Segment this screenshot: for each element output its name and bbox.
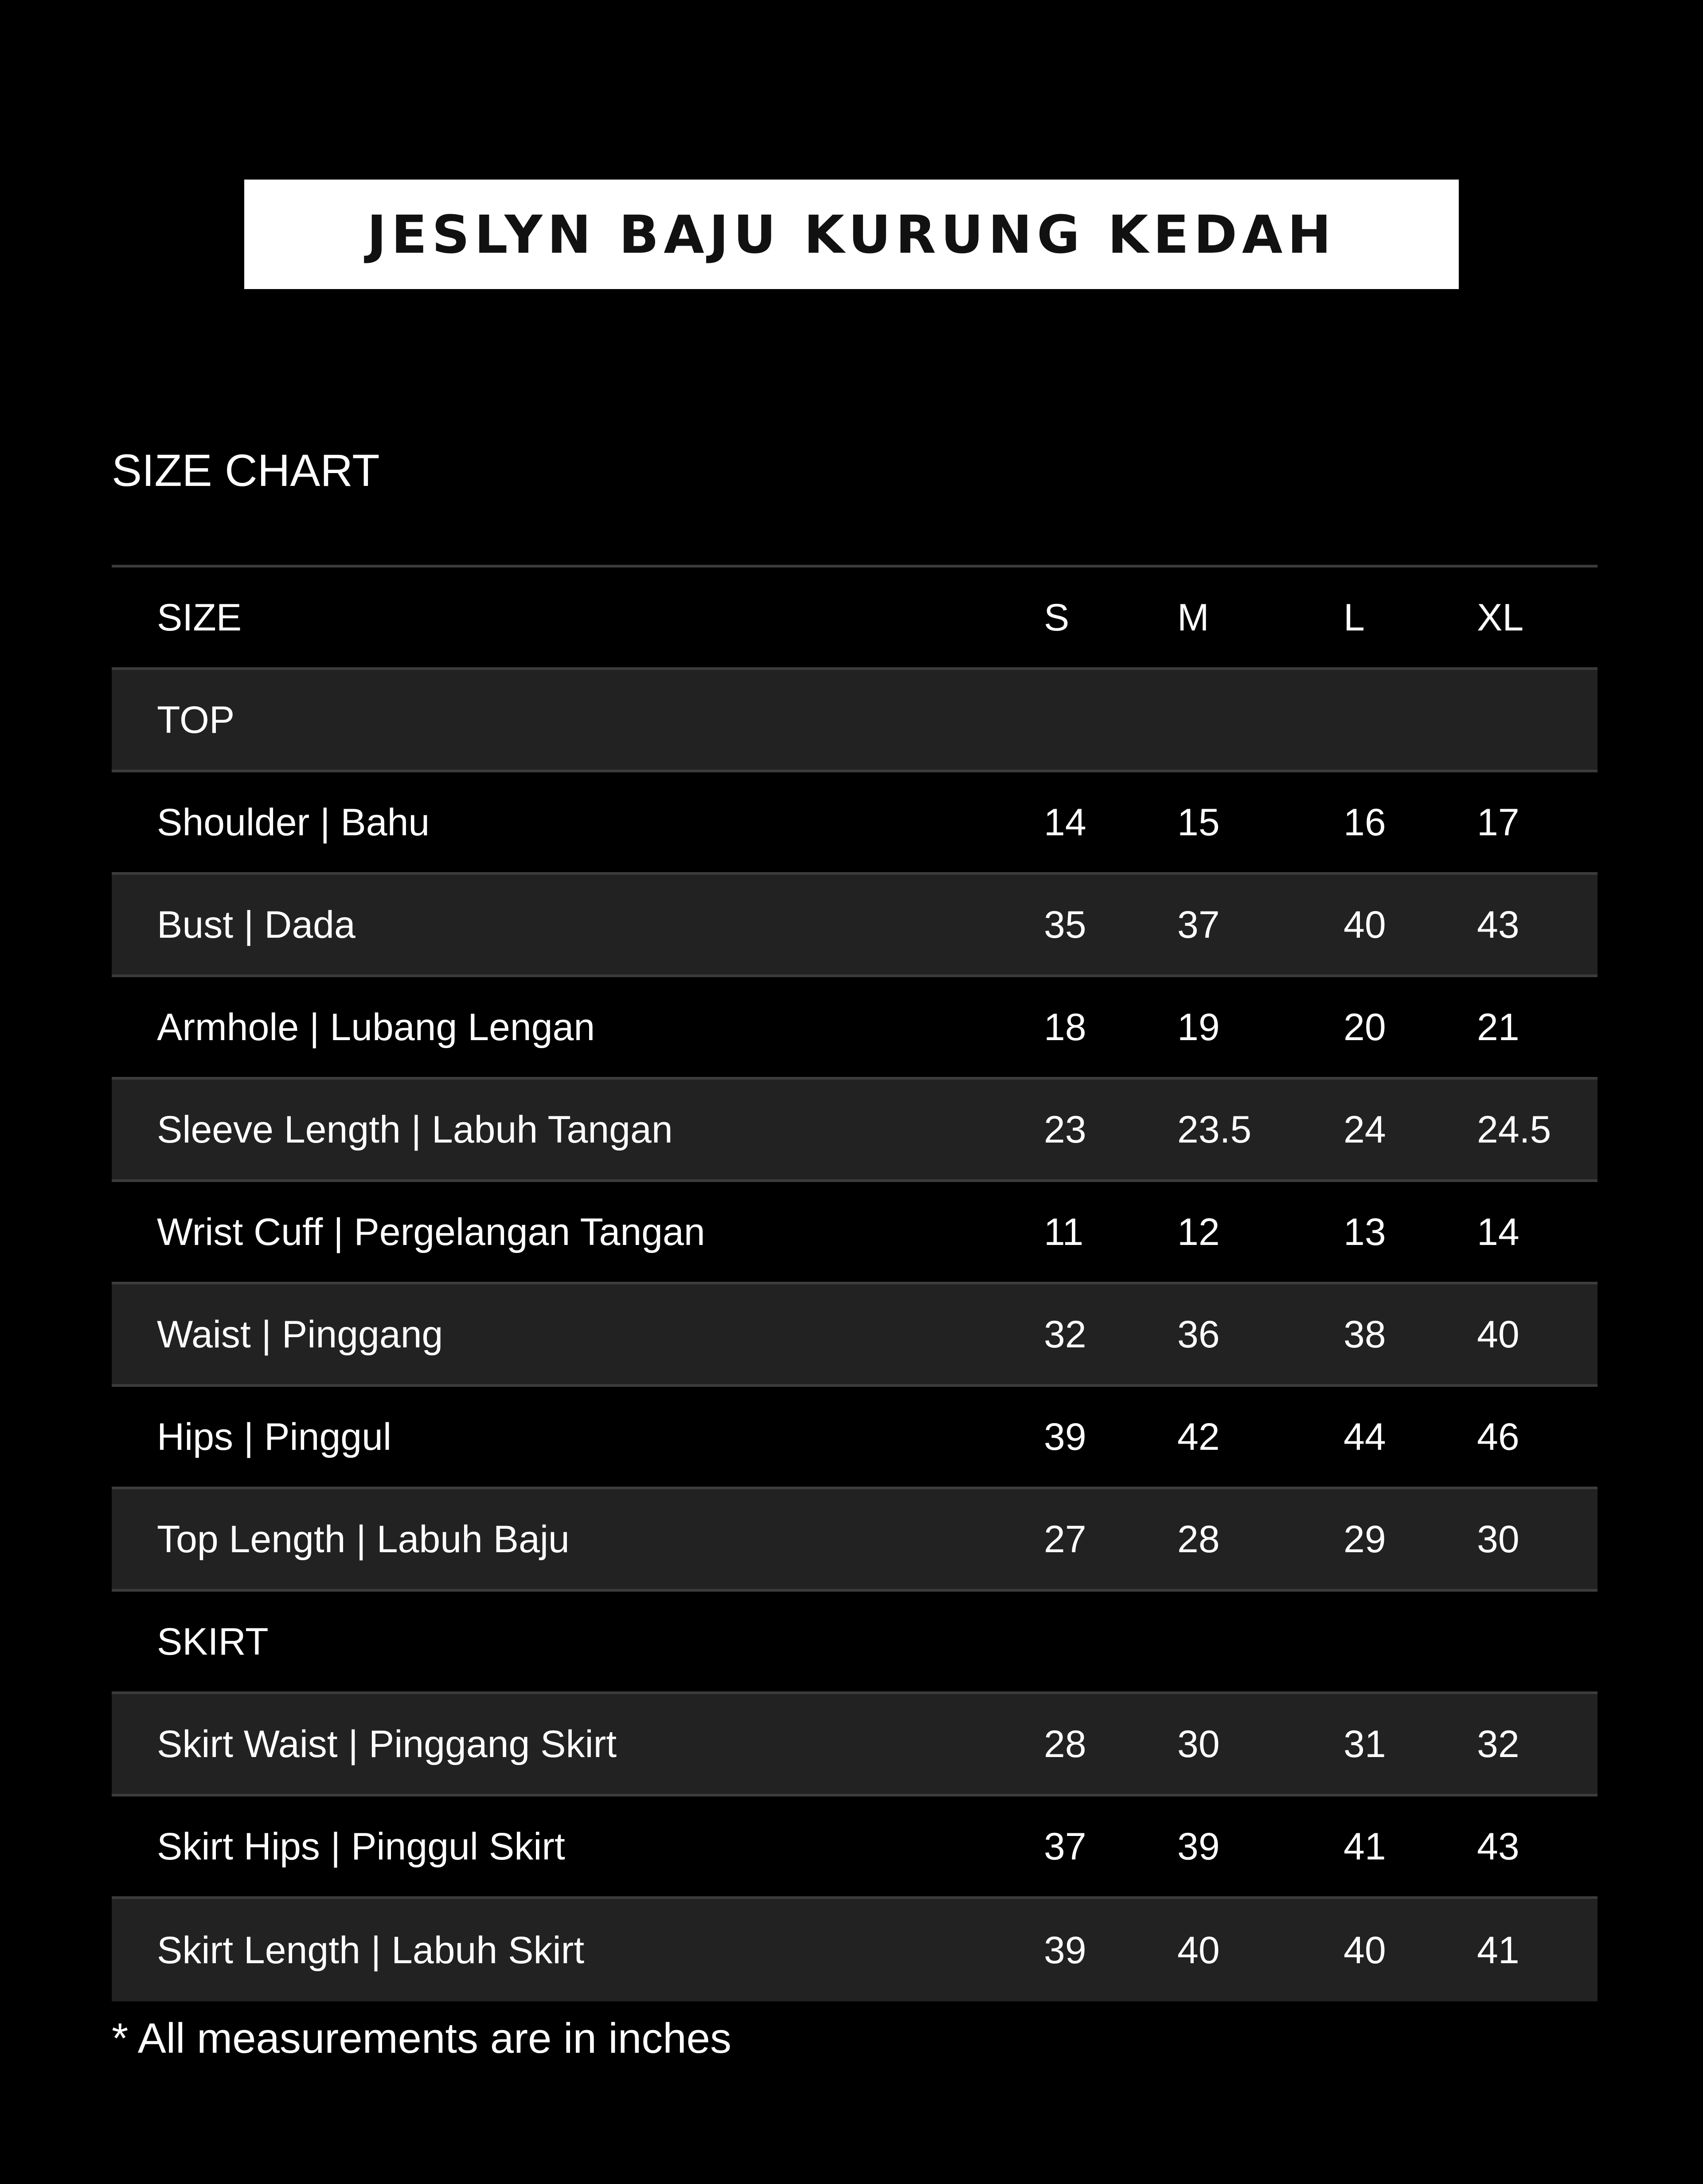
value-l: 29 [1344,1518,1386,1561]
table-row [112,1489,1598,1592]
value-s: 11 [1044,1210,1084,1253]
measurement-label: Armhole | Lubang Lengan [157,1006,595,1049]
header-size-m: M [1177,596,1209,639]
value-m: 15 [1177,801,1220,844]
table-row [112,1080,1598,1182]
value-xl: 17 [1477,801,1519,844]
section-row-top [112,670,1598,772]
header-size-xl: XL [1477,596,1524,639]
measurement-label: Shoulder | Bahu [157,801,430,844]
value-s: 28 [1044,1722,1086,1765]
value-s: 39 [1044,1415,1086,1458]
section-label: SKIRT [157,1620,269,1663]
title-banner [244,180,1459,289]
value-l: 41 [1344,1825,1386,1868]
value-m: 37 [1177,903,1220,946]
table-row [112,1899,1598,2001]
table-row [112,875,1598,977]
header-size-l: L [1344,596,1365,639]
section-row-skirt [112,1592,1598,1694]
value-s: 39 [1044,1929,1086,1972]
value-s: 23 [1044,1108,1086,1151]
measurement-label: Bust | Dada [157,903,355,946]
value-xl: 41 [1477,1929,1519,1972]
value-m: 23.5 [1177,1108,1252,1151]
table-row [112,1284,1598,1387]
value-xl: 46 [1477,1415,1519,1458]
value-s: 18 [1044,1006,1086,1049]
value-xl: 43 [1477,1825,1519,1868]
value-m: 19 [1177,1006,1220,1049]
measurement-label: Skirt Length | Labuh Skirt [157,1929,585,1972]
value-l: 44 [1344,1415,1386,1458]
table-row [112,977,1598,1080]
table-row [112,1694,1598,1797]
size-chart-table [112,565,1598,2001]
measurement-label: Sleeve Length | Labuh Tangan [157,1108,673,1151]
value-s: 35 [1044,903,1086,946]
value-xl: 24.5 [1477,1108,1551,1151]
measurement-label: Skirt Hips | Pinggul Skirt [157,1825,565,1868]
header-label: SIZE [157,596,242,639]
value-l: 38 [1344,1313,1386,1356]
value-l: 24 [1344,1108,1386,1151]
value-xl: 43 [1477,903,1519,946]
value-m: 39 [1177,1825,1220,1868]
value-xl: 32 [1477,1722,1519,1765]
value-m: 12 [1177,1210,1220,1253]
measurement-label: Hips | Pinggul [157,1415,392,1458]
header-size-s: S [1044,596,1070,639]
page-title: JESLYN BAJU KURUNG KEDAH [367,204,1336,265]
value-m: 42 [1177,1415,1220,1458]
value-l: 20 [1344,1006,1386,1049]
measurement-label: Waist | Pinggang [157,1313,443,1356]
value-s: 14 [1044,801,1086,844]
value-xl: 14 [1477,1210,1519,1253]
value-m: 30 [1177,1722,1220,1765]
value-m: 28 [1177,1518,1220,1561]
value-l: 16 [1344,801,1386,844]
measurement-label: Top Length | Labuh Baju [157,1518,570,1561]
table-row [112,1182,1598,1284]
value-m: 40 [1177,1929,1220,1972]
value-xl: 21 [1477,1006,1519,1049]
value-l: 40 [1344,903,1386,946]
value-s: 32 [1044,1313,1086,1356]
measurement-label: Skirt Waist | Pinggang Skirt [157,1722,617,1765]
value-m: 36 [1177,1313,1220,1356]
table-header-row [112,568,1598,670]
value-l: 13 [1344,1210,1386,1253]
measurement-footnote: * All measurements are in inches [112,2015,731,2062]
section-heading: SIZE CHART [112,445,380,496]
value-l: 40 [1344,1929,1386,1972]
section-label: TOP [157,698,235,741]
table-row [112,1797,1598,1899]
table-row [112,1387,1598,1489]
value-xl: 40 [1477,1313,1519,1356]
table-row [112,772,1598,875]
value-s: 37 [1044,1825,1086,1868]
value-l: 31 [1344,1722,1386,1765]
measurement-label: Wrist Cuff | Pergelangan Tangan [157,1210,705,1253]
value-s: 27 [1044,1518,1086,1561]
value-xl: 30 [1477,1518,1519,1561]
